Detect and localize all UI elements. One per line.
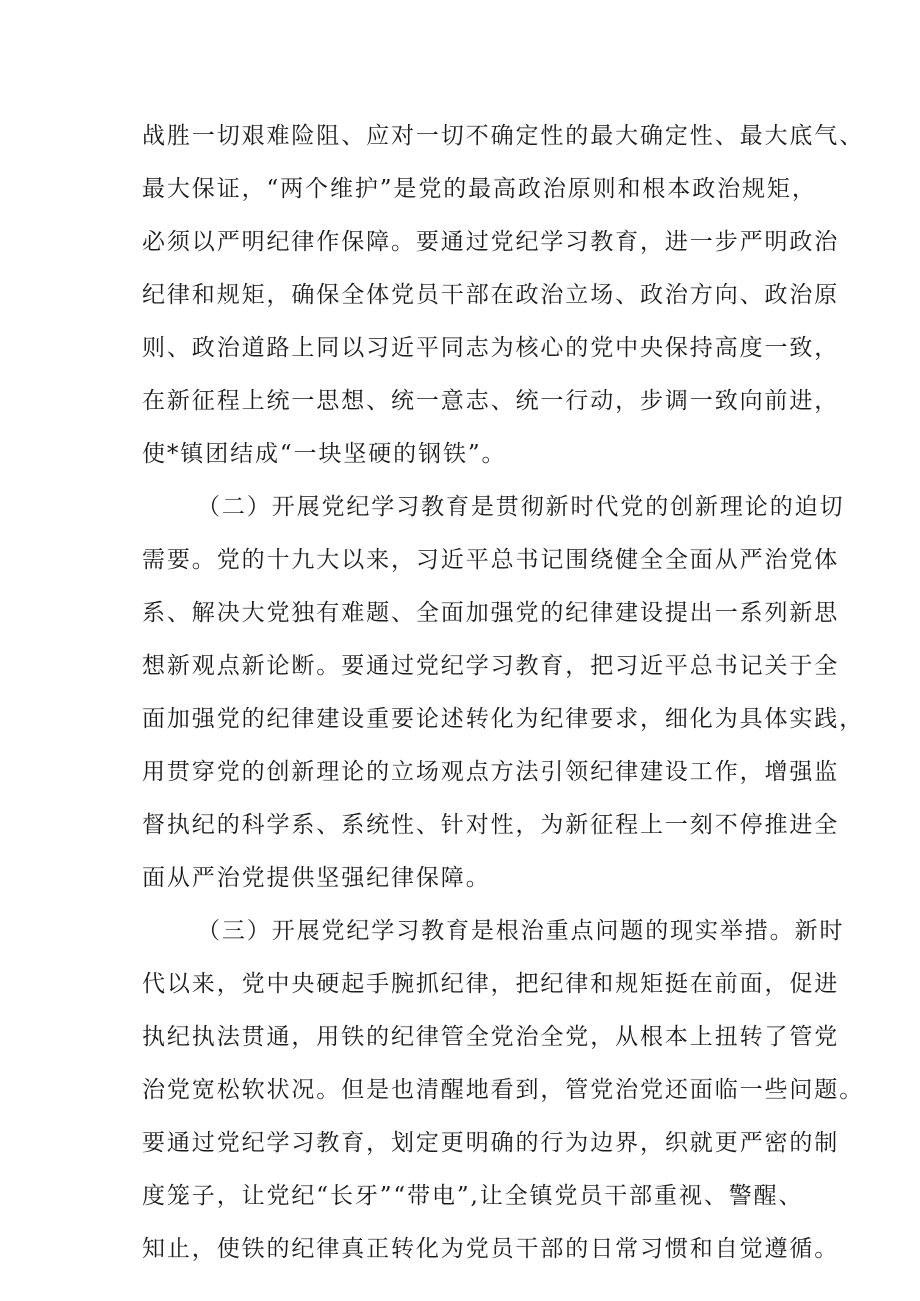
text-line: 度笼子，让党纪“长牙”“带电”,让全镇党员干部重视、警醒、 (142, 1183, 804, 1209)
text-line: 执纪执法贯通，用铁的纪律管全党治全党，从根本上扭转了管党 (142, 1024, 840, 1050)
text-line: 要通过党纪学习教育，划定更明确的行为边界，织就更严密的制 (142, 1130, 840, 1156)
text-line: 面从严治党提供坚强纪律保障。 (142, 865, 491, 891)
text-line: 系、解决大党独有难题、全面加强党的纪律建设提出一系列新思 (142, 600, 840, 626)
text-line: 需要。党的十九大以来，习近平总书记围绕健全全面从严治党体 (142, 547, 840, 573)
text-line: 必须以严明纪律作保障。要通过党纪学习教育，进一步严明政治 (142, 229, 840, 255)
text-line: 则、政治道路上同以习近平同志为核心的党中央保持高度一致， (142, 335, 840, 361)
section-heading-line: （三）开展党纪学习教育是根治重点问题的现实举措。新时 (197, 918, 845, 944)
text-line: 知止，使铁的纪律真正转化为党员干部的日常习惯和自觉遵循。 (142, 1236, 840, 1262)
text-line: 最大保证，“两个维护”是党的最高政治原则和根本政治规矩， (142, 176, 817, 202)
text-line: 代以来，党中央硬起手腕抓纪律，把纪律和规矩挺在前面，促进 (142, 971, 840, 997)
text-line: 想新观点新论断。要通过党纪学习教育，把习近平总书记关于全 (142, 653, 840, 679)
text-line: 用贯穿党的创新理论的立场观点方法引领纪律建设工作，增强监 (142, 759, 840, 785)
text-line: 在新征程上统一思想、统一意志、统一行动，步调一致向前进， (142, 388, 840, 414)
text-line: 督执纪的科学系、系统性、针对性，为新征程上一刻不停推进全 (142, 812, 840, 838)
text-line: 战胜一切艰难险阻、应对一切不确定性的最大确定性、最大底气、 (142, 123, 865, 149)
text-line: 使*镇团结成“一块坚硬的钢铁”。 (142, 441, 507, 467)
section-heading-line: （二）开展党纪学习教育是贯彻新时代党的创新理论的迫切 (197, 494, 845, 520)
text-line: 治党宽松软状况。但是也清醒地看到，管党治党还面临一些问题。 (142, 1077, 865, 1103)
text-line: 面加强党的纪律建设重要论述转化为纪律要求，细化为具体实践， (142, 706, 865, 732)
document-body (142, 110, 865, 1276)
text-line: 纪律和规矩，确保全体党员干部在政治立场、政治方向、政治原 (142, 282, 840, 308)
